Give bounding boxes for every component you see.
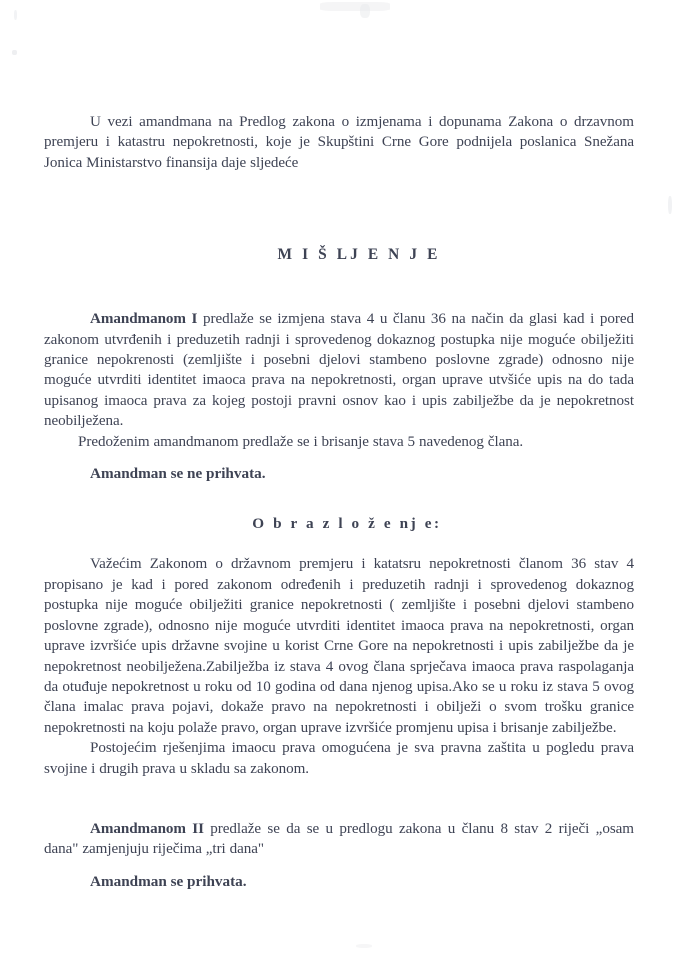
scan-artifact: [668, 196, 672, 214]
heading-obrazlozenje: O b r a z l o ž e nj e:: [252, 515, 442, 533]
spacer: [44, 534, 634, 554]
explanation-paragraph-2: Postojećim rješenjima imaocu prava omogućena je sva pravna zaštita u pogledu prava svojine i drugih prava u skladu sa zakonom.: [44, 740, 634, 777]
amendment-two-body: predlaže se da se u predlogu zakona u članu 8 stav 2 riječi „osam dana" zamjenjuju riječima „tri dana": [44, 820, 634, 858]
amendment-one-paragraph: [44, 309, 634, 431]
document-body: [44, 112, 634, 892]
intro-paragraph: U vezi amandmana na Predlog zakona o izmjenama i dopunama Zakona o drzavnom premjeru i katastru nepokretnosti, koje je Skupštini Crne Gore podnijela poslanica Snežana Jonica Ministarstvo finansija daje sljedeće: [44, 114, 634, 171]
scan-artifact: [356, 944, 372, 948]
scan-artifact: [14, 10, 17, 20]
heading-misljenje: M I Š LJ E N J E: [277, 246, 441, 264]
spacer: [44, 265, 634, 309]
amendment-one-label: Amandmanom I: [90, 311, 198, 328]
scan-artifact: [12, 50, 17, 55]
spacer: [44, 173, 634, 245]
explanation-paragraph-1: Važećim Zakonom o državnom premjeru i katatsru nepokretnosti članom 36 stav 4 propisano je kad i pored zakonom određenih i preduzetih radnji i sprovedenog dokaznog postupka nije moguće obilježiti granice nepokretnosti ( zemljište i posebni djelovi stambeno poslovne zgrade), odnosno nije moguće utvrditi identitet imaoca prava na nepokretnosti, organ uprave izvršiće upis državne svojine u korist Crne Gore na nepokretnosti i upis zabilježbe da je nepokretnost neobilježena.Zabilježba iz stava 4 ovog člana sprječava imaoca prava raspolaganja da otuđuje nepokretnost u roku od 10 godina od dana njenog upisa.Ako se u roku iz stava 5 ovog člana imalac prava pojavi, dokaže pravo na nepokretnosti i obilježi o svom trošku granice nepokretnosti na koju polaže pravo, organ uprave izvršiće promjenu upisa i brisanje zabilježbe.: [44, 556, 634, 736]
amendment-one-second-paragraph: Predoženim amandmanom predlaže se i brisanje stava 5 navedenog člana.: [78, 433, 524, 450]
amendment-two-paragraph: [44, 819, 634, 860]
amendment-two-label: Amandmanom II: [90, 820, 204, 837]
spacer: [44, 484, 634, 514]
scan-artifact: [360, 4, 370, 18]
spacer: [44, 452, 634, 464]
amendment-one-decision: Amandman se ne prihvata.: [90, 465, 266, 483]
amendment-two-decision: Amandman se prihvata.: [90, 872, 247, 890]
scan-artifact: [320, 2, 390, 11]
amendment-one-body: predlaže se izmjena stava 4 u članu 36 na način da glasi kad i pored zakonom utvrđenih i preduzetih radnji i sprovedenog dokaznog postupka nije moguće obilježiti granice nepokrenosti (zemljište i posebni djelovi stambeno poslovne zgrade) odnosno nije moguće utvrditi identitet imaoca prava na nepokretnosti, organ uprave utvšiće upis na do tada upisanog imaoca prava za kojeg postoji pravni osnov kao i upis zabilježbe da je nepokretnost neobilježena.: [44, 311, 634, 430]
spacer: [44, 860, 634, 872]
spacer: [44, 779, 634, 819]
